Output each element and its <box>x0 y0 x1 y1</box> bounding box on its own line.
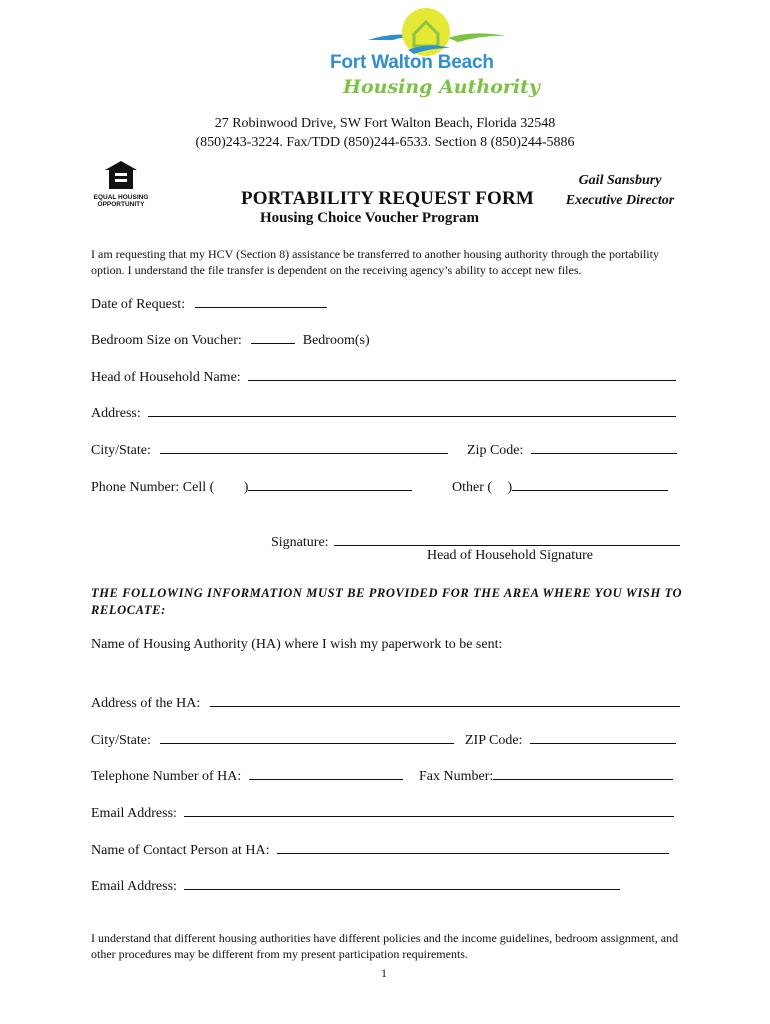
director-name: Gail Sansbury <box>578 173 662 188</box>
phone-cell-input[interactable] <box>248 476 412 491</box>
ha-city-state-input[interactable] <box>160 729 454 744</box>
contact-email-label: Email Address: <box>91 879 177 894</box>
ha-fax-input[interactable] <box>493 765 673 780</box>
phone-other-close: ) <box>507 480 513 495</box>
address-line-2: (850)243-3224. Fax/TDD (850)244-6533. Section 8 (850)244-5886 <box>195 135 575 150</box>
ha-city-state-row <box>91 729 454 749</box>
bedroom-size-label: Bedroom Size on Voucher: <box>91 333 242 348</box>
director-role: Executive Director <box>565 193 675 208</box>
bedrooms-suffix: Bedroom(s) <box>302 333 370 348</box>
bedroom-size-input[interactable] <box>251 329 295 344</box>
ha-zip-code-label: ZIP Code: <box>465 733 523 748</box>
signature-caption: Head of Household Signature <box>427 548 594 563</box>
ha-fax-row <box>419 765 673 785</box>
ha-name-label: Name of Housing Authority (HA) where I wish my paperwork to be sent: <box>91 637 503 652</box>
phone-cell-label: Phone Number: Cell ( <box>91 480 215 495</box>
equal-housing-label-1: EQUAL HOUSING <box>93 194 149 201</box>
phone-other-label: Other ( <box>452 480 493 495</box>
zip-code-row <box>467 439 677 459</box>
equal-housing-icon <box>104 160 138 190</box>
ha-telephone-row <box>91 765 403 785</box>
ha-address-input[interactable] <box>210 692 680 707</box>
contact-email-input[interactable] <box>184 875 620 890</box>
intro-paragraph: I am requesting that my HCV (Section 8) assistance be transferred to another housing authority through the portability option. I understand the file transfer is dependent on the receiving agency’s ability to accept new files. <box>91 247 659 277</box>
address-input[interactable] <box>148 402 676 417</box>
city-state-row <box>91 439 448 459</box>
signature-label: Signature: <box>271 535 329 550</box>
ha-address-row <box>91 692 680 712</box>
ha-city-state-label: City/State: <box>91 733 151 748</box>
city-state-input[interactable] <box>160 439 448 454</box>
footer-paragraph: I understand that different housing authorities have different policies and the income guidelines, bedroom assignment, and other procedures may be different from my present participation requirements. <box>91 931 679 961</box>
ha-contact-label: Name of Contact Person at HA: <box>91 843 270 858</box>
contact-email-row <box>91 875 620 895</box>
ha-fax-label: Fax Number: <box>419 769 494 784</box>
address-line-1: 27 Robinwood Drive, SW Fort Walton Beach, Florida 32548 <box>214 116 556 131</box>
relocate-notice: THE FOLLOWING INFORMATION MUST BE PROVIDED FOR THE AREA WHERE YOU WISH TO RELOCATE: <box>91 586 683 617</box>
form-title: PORTABILITY REQUEST FORM <box>241 188 535 209</box>
form-subtitle: Housing Choice Voucher Program <box>260 210 480 226</box>
signature-input[interactable] <box>334 531 680 546</box>
ha-telephone-label: Telephone Number of HA: <box>91 769 242 784</box>
ha-telephone-input[interactable] <box>249 765 403 780</box>
date-of-request-label: Date of Request: <box>91 297 186 312</box>
ha-zip-code-input[interactable] <box>530 729 676 744</box>
page-number: 1 <box>381 966 387 980</box>
address-row <box>91 402 676 422</box>
logo-name: Fort Walton Beach <box>330 52 494 73</box>
zip-code-label: Zip Code: <box>467 443 524 458</box>
equal-housing-label-2: OPPORTUNITY <box>97 201 145 208</box>
phone-other-row <box>452 476 668 496</box>
phone-cell-close: ) <box>243 480 249 495</box>
ha-address-label: Address of the HA: <box>91 696 201 711</box>
ha-contact-input[interactable] <box>277 839 669 854</box>
phone-cell-row <box>91 476 412 496</box>
city-state-label: City/State: <box>91 443 151 458</box>
address-label: Address: <box>91 406 141 421</box>
date-of-request-row <box>91 293 327 313</box>
logo <box>330 4 540 104</box>
head-of-household-input[interactable] <box>248 366 676 381</box>
head-of-household-row <box>91 366 676 386</box>
ha-email-row <box>91 802 674 822</box>
ha-zip-code-row <box>465 729 676 749</box>
ha-name-row <box>91 637 502 653</box>
phone-other-input[interactable] <box>512 476 668 491</box>
ha-email-input[interactable] <box>184 802 674 817</box>
head-of-household-label: Head of Household Name: <box>91 370 241 385</box>
zip-code-input[interactable] <box>531 439 677 454</box>
logo-subtitle: Housing Authority <box>343 76 540 98</box>
date-of-request-input[interactable] <box>195 293 327 308</box>
ha-contact-row <box>91 839 669 859</box>
ha-email-label: Email Address: <box>91 806 177 821</box>
bedroom-size-row <box>91 329 370 349</box>
